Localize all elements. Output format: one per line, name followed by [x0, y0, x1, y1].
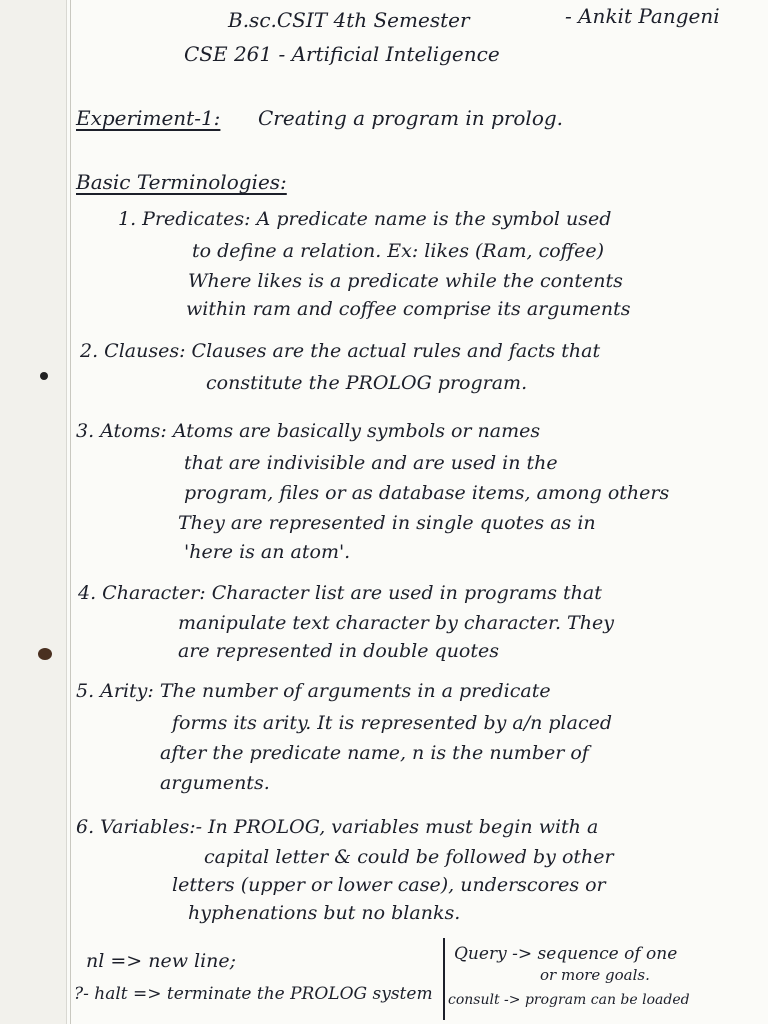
item-line: They are represented in single quotes as in [178, 512, 596, 534]
footer-note: consult -> program can be loaded [448, 992, 690, 1008]
subject-line: CSE 261 - Artificial Inteligence [184, 42, 500, 66]
footer-note: or more goals. [540, 966, 650, 984]
item-line: manipulate text character by character. They [178, 612, 614, 634]
margin-line [70, 0, 71, 1024]
item-line: Where likes is a predicate while the contents [188, 270, 623, 292]
item-line: 2. Clauses: Clauses are the actual rules and facts that [80, 340, 601, 362]
item-line: 'here is an atom'. [184, 541, 351, 563]
item-line: 1. Predicates: A predicate name is the symbol used [118, 208, 612, 230]
item-line: letters (upper or lower case), underscores or [172, 874, 606, 896]
item-line: 6. Variables:- In PROLOG, variables must begin with a [76, 816, 599, 838]
author-name: - Ankit Pangeni [565, 4, 720, 28]
section-title: Basic Terminologies: [76, 170, 287, 194]
column-divider [443, 938, 445, 1020]
course-line: B.sc.CSIT 4th Semester [228, 8, 470, 32]
item-line: after the predicate name, n is the number of [160, 742, 589, 764]
item-line: arguments. [160, 772, 270, 794]
item-line: forms its arity. It is represented by a/n placed [172, 712, 613, 734]
item-line: constitute the PROLOG program. [206, 372, 528, 394]
experiment-title: Creating a program in prolog. [258, 106, 564, 130]
item-line: are represented in double quotes [178, 640, 500, 662]
item-line: program, files or as database items, among others [184, 482, 670, 504]
item-line: 3. Atoms: Atoms are basically symbols or names [76, 420, 541, 442]
binder-hole [40, 372, 48, 380]
item-line: within ram and coffee comprise its arguments [186, 298, 631, 320]
footer-note: nl => new line; [86, 950, 237, 972]
footer-note: ?- halt => terminate the PROLOG system [74, 984, 433, 1004]
item-line: 5. Arity: The number of arguments in a predicate [76, 680, 551, 702]
item-line: capital letter & could be followed by other [204, 846, 614, 868]
footer-note: Query -> sequence of one [454, 944, 678, 964]
item-line: to define a relation. Ex: likes (Ram, coffee) [192, 240, 605, 262]
item-line: 4. Character: Character list are used in programs that [78, 582, 602, 604]
item-line: that are indivisible and are used in the [184, 452, 558, 474]
item-line: hyphenations but no blanks. [188, 902, 461, 924]
binder-hole [38, 648, 52, 660]
experiment-label: Experiment-1: [76, 106, 221, 130]
